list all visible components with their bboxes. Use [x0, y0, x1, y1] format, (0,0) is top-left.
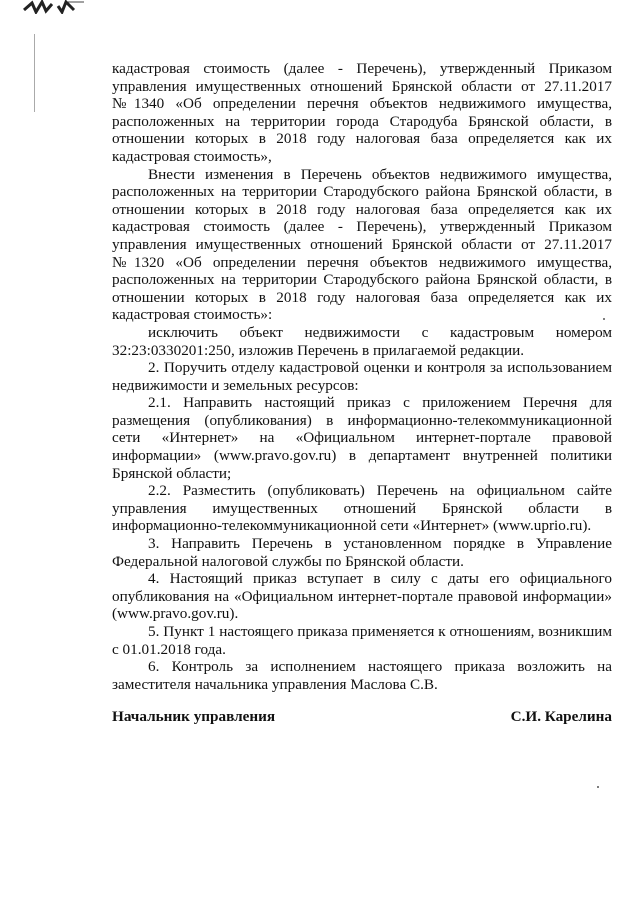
paragraph: 5. Пункт 1 настоящего приказа применяется к отношениям, возникшим с 01.01.2018 года. — [112, 623, 612, 658]
scan-dot — [597, 786, 599, 788]
scan-margin-line — [34, 34, 35, 112]
paragraph: кадастровая стоимость (далее - Перечень), утвержденный Приказом управления имущественных отношений Брянской области от 27.11.2017 №1340 «Об определении перечня объектов недвижимого имущества, расположенных на территории города Стародуба Брянской области, в отношении которых в 2018 году налоговая база определяется как их кадастровая стоимость», — [112, 60, 612, 165]
paragraph: 2. Поручить отделу кадастровой оценки и контроля за использованием недвижимости и земельных ресурсов: — [112, 359, 612, 394]
document-body — [112, 60, 612, 693]
paragraph: исключить объект недвижимости с кадастровым номером 32:23:0330201:250, изложив Перечень в прилагаемой редакции. — [112, 323, 612, 359]
paragraph: 4. Настоящий приказ вступает в силу с даты его официального опубликования на «Официальном интернет-портале правовой информации» (www.pravo.gov.ru). — [112, 570, 612, 623]
scan-artifact-mark — [22, 0, 84, 14]
paragraph: 6. Контроль за исполнением настоящего приказа возложить на заместителя начальника управления Маслова С.В. — [112, 658, 612, 693]
signature-title: Начальник управления — [112, 708, 276, 725]
paragraph: 2.1. Направить настоящий приказ с приложением Перечня для размещения (опубликования) в информационно-телекоммуникационной сети «Интернет» на «Официальном интернет-портале правовой информации» (www.pravo.gov.ru) в департамент внутренней политики Брянской области; — [112, 394, 612, 482]
signature-block — [112, 708, 612, 726]
paragraph: 2.2. Разместить (опубликовать) Перечень на официальном сайте управления имущественных отношений Брянской области в информационно-телекоммуникационной сети «Интернет» (www.uprio.ru). — [112, 482, 612, 535]
paragraph: 3. Направить Перечень в установленном порядке в Управление Федеральной налоговой службы по Брянской области. — [112, 535, 612, 570]
signature-name: С.И. Карелина — [510, 708, 612, 725]
paragraph: Внести изменения в Перечень объектов недвижимого имущества, расположенных на территории Стародубского района Брянской области, в отношении которых в 2018 году налоговая база определяется как их кадастровая стоимость (далее - Перечень), утвержденный Приказом управления имущественных отношений Брянской области от 27.11.2017 №1320 «Об определении перечня объектов недвижимого имущества, расположенных на территории Стародубского района Брянской области, в отношении которых в 2018 году налоговая база определяется как их кадастровая стоимость»: — [112, 165, 612, 324]
